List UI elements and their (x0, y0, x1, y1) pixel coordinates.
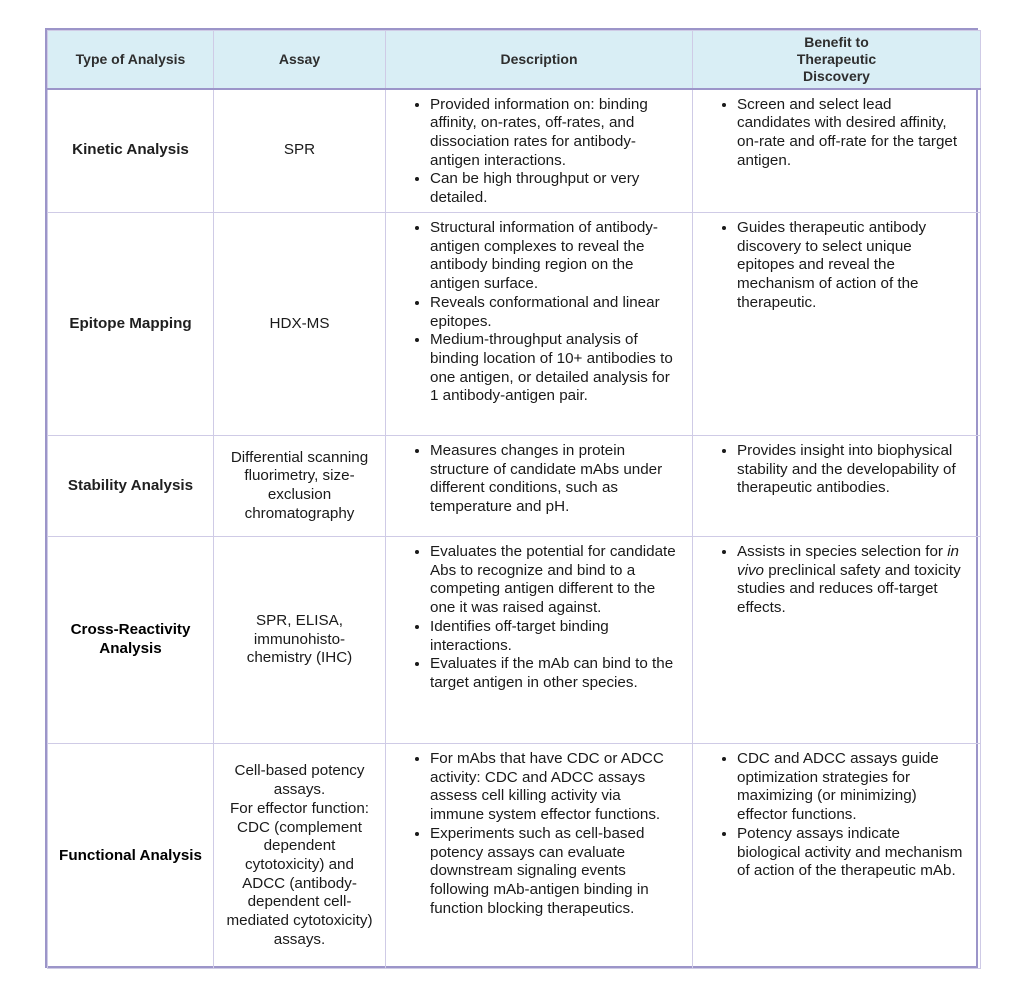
description-item: • Reveals conformational and linear epitopes. (430, 294, 678, 331)
benefit-text: preclinical safety and toxicity studies and reduces off-target effects. (737, 561, 961, 617)
description-item: • Can be high throughput or very detailed. (430, 170, 678, 207)
benefit-cell (693, 744, 981, 969)
description-item: • Identifies off-target binding interactions. (430, 618, 678, 655)
description-cell (386, 89, 693, 213)
description-item: • Structural information of antibody-antigen complexes to reveal the antibody binding region on the antigen surface. (430, 219, 678, 294)
assay-cell (214, 89, 386, 213)
benefit-text: Assists in species selection for (737, 543, 948, 560)
type-cell (48, 436, 214, 537)
benefit-item (737, 543, 966, 618)
description-list (400, 543, 678, 693)
assay-label: SPR, ELISA, (256, 611, 343, 629)
header-row (48, 31, 981, 89)
benefit-text: Guides therapeutic antibody discovery to select unique epitopes and reveal the mechanism of action of the therapeutic. (737, 219, 927, 311)
table-row-epitope-mapping (48, 213, 981, 436)
description-item: • Measures changes in protein structure of candidate mAbs under different conditions, such as temperature and pH. (430, 442, 678, 517)
description-item: • Evaluates the potential for candidate Abs to recognize and bind to a competing antigen different to the one it was raised against. (430, 543, 678, 618)
header-benefit-line: Benefit to (804, 33, 869, 50)
benefit-text: CDC and ADCC assays guide optimization strategies for maximizing (or minimizing) effector functions. (737, 750, 939, 824)
benefit-list (707, 543, 966, 618)
type-label: Analysis (99, 640, 162, 657)
type-label: Stability Analysis (67, 476, 194, 494)
analysis-table (47, 30, 981, 969)
benefit-cell (693, 213, 981, 436)
benefit-list (707, 219, 966, 313)
header-benefit-line: Therapeutic (796, 50, 877, 67)
assay-label: Cell-based potency assays. (234, 762, 365, 799)
description-item: • Provided information on: binding affinity, on-rates, off-rates, and dissociation rates for antibody-antigen interactions. (430, 96, 678, 171)
benefit-list (707, 442, 966, 498)
description-list (400, 219, 678, 406)
description-item: • Experiments such as cell-based potency assays can evaluate downstream signaling events following mAb-antigen binding in function blocking therapeutics. (430, 825, 678, 919)
assay-cell (214, 213, 386, 436)
type-label: Functional Analysis (59, 846, 202, 864)
assay-cell (214, 436, 386, 537)
table-row-functional-analysis (48, 744, 981, 969)
type-label: Kinetic Analysis (72, 141, 189, 159)
description-cell (386, 436, 693, 537)
header-type-of-analysis: Type of Analysis (48, 31, 214, 89)
table-row-cross-reactivity-analysis (48, 537, 981, 744)
benefit-item (737, 96, 966, 171)
description-item: • Medium-throughput analysis of binding location of 10+ antibodies to one antigen, or detailed analysis for 1 antibody-antigen pair. (430, 331, 678, 406)
type-cell (48, 89, 214, 213)
benefit-item (737, 825, 966, 881)
description-list (400, 750, 678, 918)
assay-cell (214, 537, 386, 744)
benefit-cell (693, 89, 981, 213)
assay-label: HDX-MS (269, 314, 330, 332)
description-list (400, 442, 678, 517)
benefit-cell (693, 436, 981, 537)
description-item: • Evaluates if the mAb can bind to the target antigen in other species. (430, 655, 678, 692)
type-label: Epitope Mapping (69, 314, 192, 332)
benefit-list (707, 96, 966, 171)
table-row-kinetic-analysis (48, 89, 981, 213)
header-description: Description (386, 31, 693, 89)
assay-label: Differential scanning fluorimetry, size-exclusion chromatography (230, 448, 369, 522)
header-assay: Assay (214, 31, 386, 89)
description-cell (386, 744, 693, 969)
type-cell (48, 213, 214, 436)
benefit-emphasis: in vivo (737, 543, 960, 579)
type-cell (48, 744, 214, 969)
benefit-cell (693, 537, 981, 744)
assay-label: immunohisto- (253, 630, 346, 648)
header-benefit (693, 31, 981, 89)
assay-label: For effector function: CDC (complement dependent cytotoxicity) and ADCC (antibody-dependent cell-mediated cytotoxicity) assays. (226, 799, 373, 948)
benefit-item (737, 750, 966, 825)
assay-label: chemistry (IHC) (246, 649, 353, 667)
benefit-item (737, 219, 966, 313)
benefit-text: Provides insight into biophysical stability and the developability of therapeutic antibodies. (737, 442, 956, 497)
assay-cell (214, 744, 386, 969)
benefit-item (737, 442, 966, 498)
assay-label: SPR (283, 141, 316, 159)
header-benefit-line: Discovery (803, 67, 870, 84)
benefit-text: Potency assays indicate biological activity and mechanism of action of the therapeutic mAb. (737, 824, 963, 880)
benefit-text: Screen and select lead candidates with desired affinity, on-rate and off-rate for the target antigen. (737, 95, 958, 169)
benefit-list (707, 750, 966, 881)
type-cell (48, 537, 214, 744)
type-label: Cross-Reactivity (70, 621, 191, 639)
table-row-stability-analysis (48, 436, 981, 537)
description-cell (386, 537, 693, 744)
description-cell (386, 213, 693, 436)
description-item: • For mAbs that have CDC or ADCC activity: CDC and ADCC assays assess cell killing activity via immune system effector functions. (430, 750, 678, 825)
analysis-table-frame (45, 28, 978, 968)
description-list (400, 96, 678, 208)
